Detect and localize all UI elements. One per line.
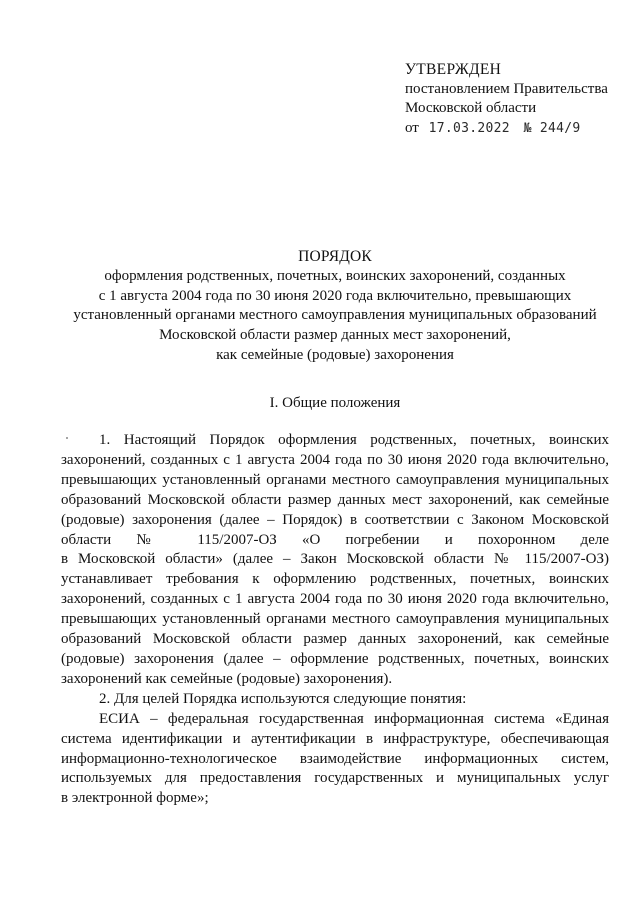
p1-line: превышающих установленный органами местного самоуправления муниципальных [61,611,609,628]
approval-date-stamp: 17.03.2022 [428,120,510,136]
p1-line: захоронений, созданных с 1 августа 2004 года по 30 июня 2020 года включительно, [61,591,609,608]
approval-heading: УТВЕРЖДЕН [405,61,502,78]
p1-line: области № 115/2007-ОЗ «О погребении и похоронном деле [61,531,609,548]
p3-line: используемых для предоставления государственных и муниципальных услуг [61,770,609,787]
approval-line-1: постановлением Правительства [405,80,608,97]
title-line-1: оформления родственных, почетных, воинских захоронений, созданных [104,267,566,284]
title-line-2: с 1 августа 2004 года по 30 июня 2020 года включительно, превышающих [98,287,572,304]
title-line-3: установленный органами местного самоуправления муниципальных образований [73,307,597,324]
approval-block [405,60,608,138]
approval-from-label: от [405,119,419,136]
paragraph-3 [61,710,609,810]
document-title: ПОРЯДОК [298,248,372,265]
p3-line: ЕСИА – федеральная государственная информационная система «Единая [99,710,609,727]
approval-number-stamp: № 244/9 [523,120,581,136]
p3-line: в электронной форме»; [61,790,209,807]
title-line-5: как семейные (родовые) захоронения [216,346,454,363]
p1-line: в Московской области» (далее – Закон Московской области № 115/2007-ОЗ) [61,551,609,568]
paragraph-1 [61,431,609,690]
p1-line: захоронений как семейные (родовые) захоронения). [61,670,393,687]
section-heading: I. Общие положения [269,395,401,411]
p1-line: (родовые) захоронения (далее – оформление родственных, почетных, воинских [61,650,609,667]
title-line-4: Московской области размер данных мест захоронений, [159,327,511,344]
document-title-block [60,247,610,366]
p1-line: образований Московской области размер данных мест захоронений, как семейные [61,491,609,508]
p1-line: превышающих установленный органами местного самоуправления муниципальных [61,471,609,488]
p1-line: образований Московской области размер данных захоронений, как семейные [61,631,609,648]
p2-line: 2. Для целей Порядка используются следующие понятия: [99,690,467,707]
p1-line: 1. Настоящий Порядок оформления родственных, почетных, воинских [99,432,609,448]
approval-date-line [405,119,608,139]
p1-line: (родовые) захоронения (далее – Порядок) в соответствии с Законом Московской [61,511,609,528]
p1-line: захоронений, созданных с 1 августа 2004 года по 30 июня 2020 года включительно, [61,451,609,468]
p1-line: устанавливает требования к оформлению родственных, почетных, воинских [61,571,609,588]
approval-line-2: Московской области [405,100,537,116]
p3-line: система идентификации и аутентификации в инфраструктуре, обеспечивающая [61,730,609,747]
document-body [61,431,609,809]
paragraph-2 [61,690,609,710]
p3-line: информационно-технологическое взаимодействие информационных систем, [61,750,609,767]
